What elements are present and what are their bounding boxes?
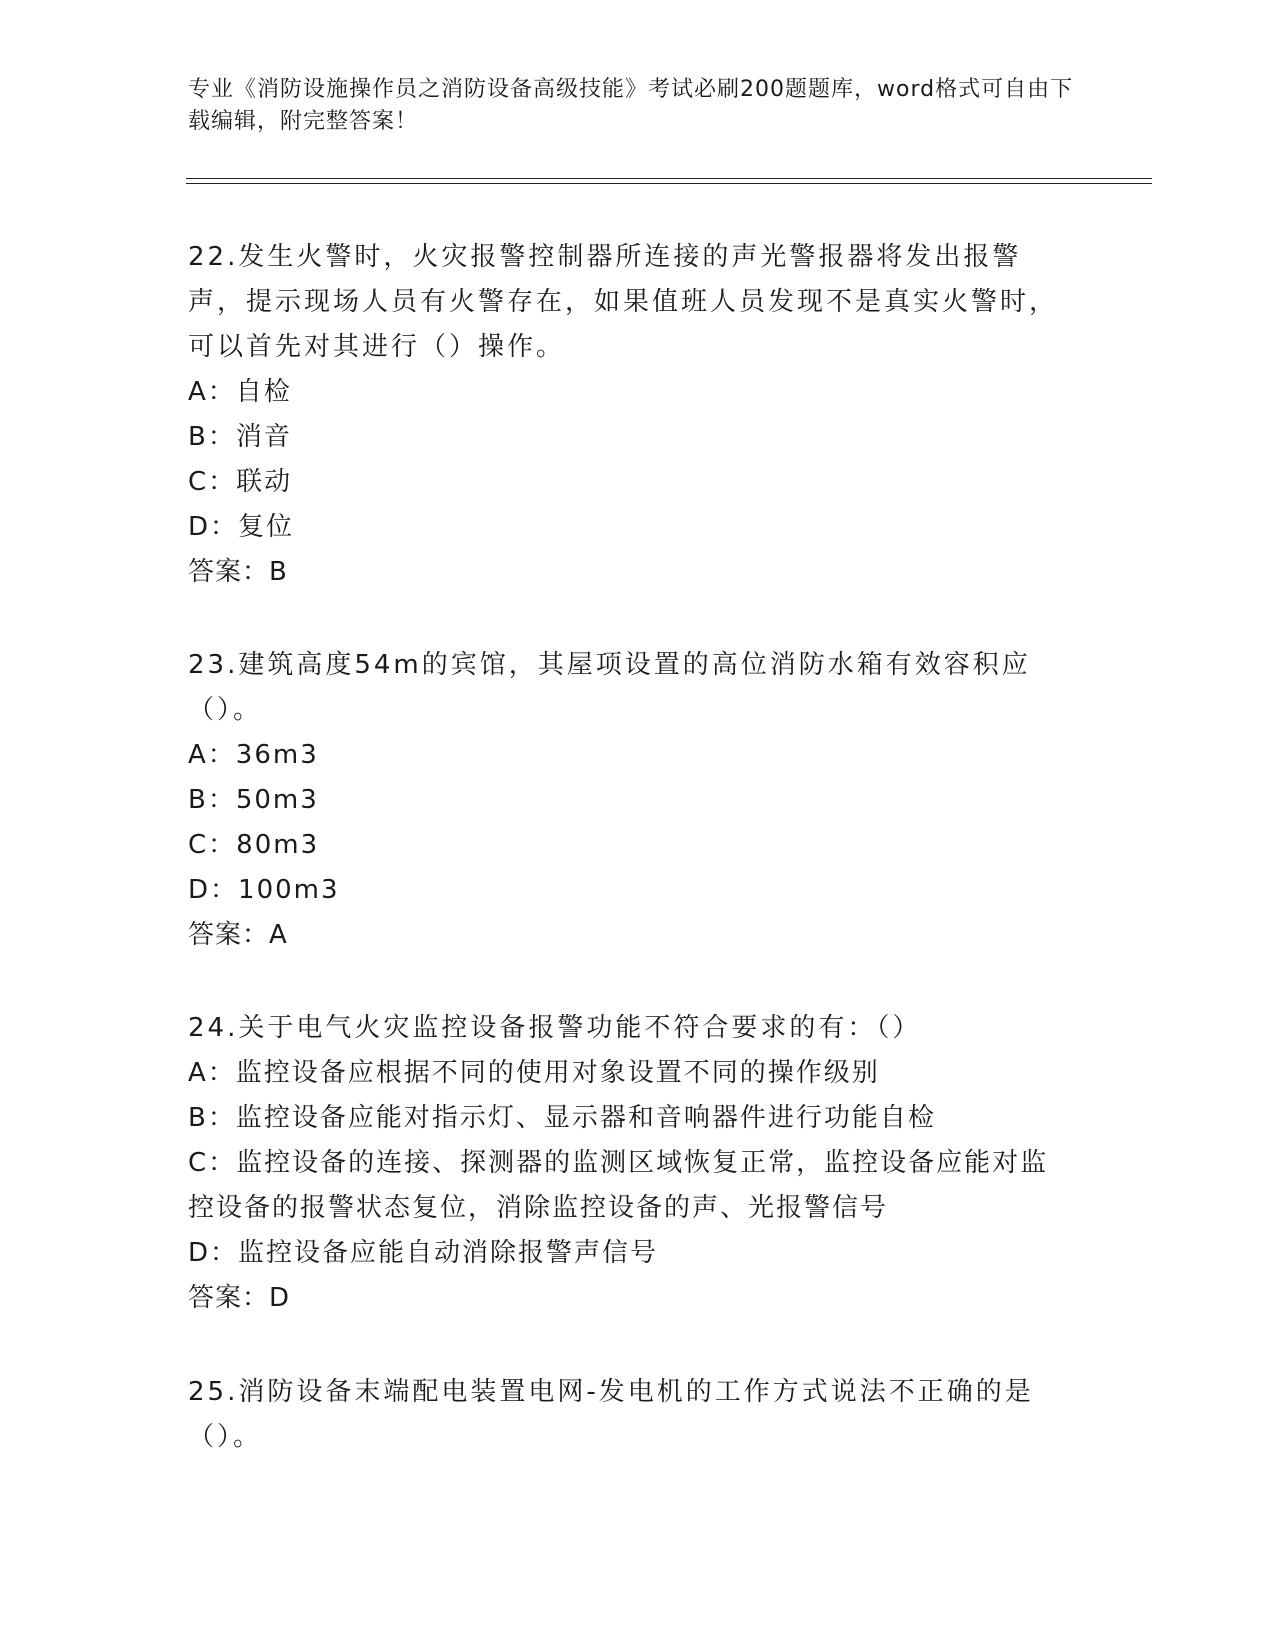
option-a: A：36m3 — [188, 740, 319, 770]
answer: 答案：A — [188, 920, 288, 950]
question-stem: 22.发生火警时，火灾报警控制器所连接的声光警报器将发出报警声，提示现场人员有火警存在，如果值班人员发现不是真实火警时，可以首先对其进行（）操作。 — [188, 242, 1059, 362]
option-d: D：复位 — [188, 512, 295, 542]
question-stem: 25.消防设备末端配电装置电网-发电机的工作方式说法不正确的是（）。 — [188, 1377, 1034, 1452]
option-b: B：监控设备应能对指示灯、显示器和音响器件进行功能自检 — [188, 1103, 936, 1133]
question-stem: 23.建筑高度54m的宾馆，其屋项设置的高位消防水箱有效容积应（）。 — [188, 650, 1031, 725]
option-c: C：监控设备的连接、探测器的监测区域恢复正常，监控设备应能对监控设备的报警状态复位，消除监控设备的声、光报警信号 — [188, 1148, 1049, 1223]
option-d: D：监控设备应能自动消除报警声信号 — [188, 1238, 659, 1268]
option-a: A：监控设备应根据不同的使用对象设置不同的操作级别 — [188, 1058, 880, 1088]
option-d: D：100m3 — [188, 875, 340, 905]
document-header: 专业《消防设施操作员之消防设备高级技能》考试必刷200题题库，word格式可自由下载编辑，附完整答案！ — [188, 77, 1074, 134]
option-c: C：80m3 — [188, 830, 320, 860]
question-stem: 24.关于电气火灾监控设备报警功能不符合要求的有：（） — [188, 1013, 922, 1043]
option-c: C：联动 — [188, 467, 293, 497]
option-b: B：消音 — [188, 422, 292, 452]
question-23 — [188, 643, 1068, 958]
option-b: B：50m3 — [188, 785, 319, 815]
question-22 — [188, 235, 1068, 595]
answer: 答案：B — [188, 557, 288, 587]
question-25 — [188, 1370, 1068, 1460]
header-divider-top — [186, 178, 1152, 179]
question-24 — [188, 1006, 1068, 1321]
option-a: A：自检 — [188, 377, 292, 407]
answer: 答案：D — [188, 1283, 291, 1313]
header-divider-bottom — [186, 183, 1152, 184]
